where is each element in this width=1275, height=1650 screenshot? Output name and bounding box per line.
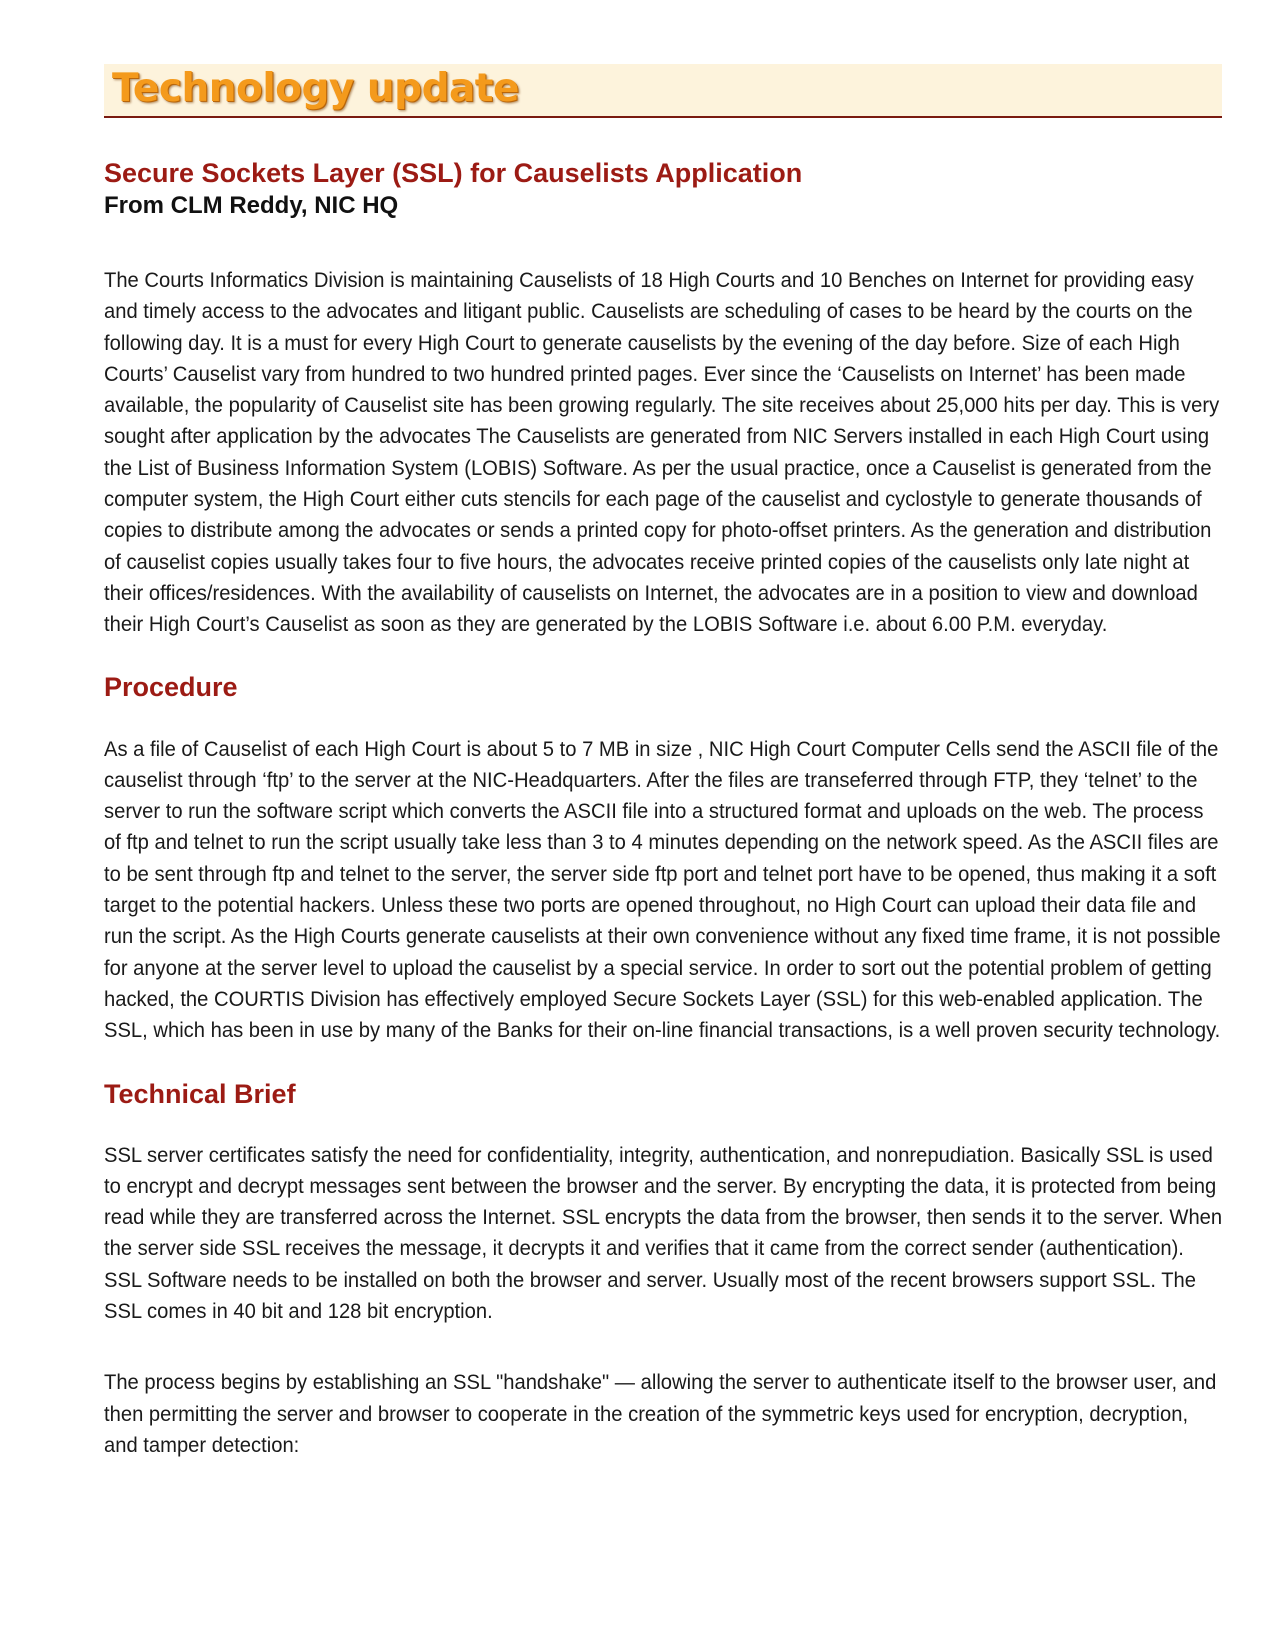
article-title: Secure Sockets Layer (SSL) for Causelists Application xyxy=(104,158,803,188)
section-heading-procedure: Procedure xyxy=(104,671,238,702)
technical-brief-paragraph: SSL server certificates satisfy the need for confidentiality, integrity, authentication, and nonrepudiation. Basically SSL is used to encrypt and decrypt messages sent between the browser and the server. By encrypting the data, it is protected from being read while they are transferred across the Internet. SSL encrypts the data from the browser, then sends it to the server. When the server side SSL receives the message, it decrypts it and verifies that it came from the correct sender (authentication). SSL Software needs to be installed on both the browser and server. Usually most of the recent browsers support SSL. The SSL comes in 40 bit and 128 bit encryption. xyxy=(104,1141,1223,1324)
procedure-paragraph: As a file of Causelist of each High Court is about 5 to 7 MB in size , NIC High Court Computer Cells send the ASCII file of the causelist through ‘ftp’ to the server at the NIC-Headquarters. After the files are transeferred through FTP, they ‘telnet’ to the server to run the software script which converts the ASCII file into a structured format and uploads on the web. The process of ftp and telnet to run the script usually take less than 3 to 4 minutes depending on the network speed. As the ASCII files are to be sent through ftp and telnet to the server, the server side ftp port and telnet port have to be opened, thus making it a soft target to the potential hackers. Unless these two ports are opened throughout, no High Court can upload their data file and run the script. As the High Courts generate causelists at their own convenience without any fixed time frame, it is not possible for anyone at the server level to upload the causelist by a special service. In order to sort out the potential problem of getting hacked, the COURTIS Division has effectively employed Secure Sockets Layer (SSL) for this web-enabled application. The SSL, which has been in use by many of the Banks for their on-line financial transactions, is a well proven security technology. xyxy=(104,735,1221,1043)
section-banner xyxy=(104,64,1222,118)
handshake-paragraph: The process begins by establishing an SSL "handshake" — allowing the server to authenticate itself to the browser user, and then permitting the server and browser to cooperate in the creation of the symmetric keys used for encryption, decryption, and tamper detection: xyxy=(104,1369,1217,1457)
intro-paragraph: The Courts Informatics Division is maintaining Causelists of 18 High Courts and 10 Benches on Internet for providing easy and timely access to the advocates and litigant public. Causelists are scheduling of cases to be heard by the courts on the following day. It is a must for every High Court to generate causelists by the evening of the day before. Size of each High Courts’ Causelist vary from hundred to two hundred printed pages. Ever since the ‘Causelists on Internet’ has been made available, the popularity of Causelist site has been growing regularly. The site receives about 25,000 hits per day. This is very sought after application by the advocates The Causelists are generated from NIC Servers installed in each High Court using the List of Business Information System (LOBIS) Software. As per the usual practice, once a Causelist is generated from the computer system, the High Court either cuts stencils for each page of the causelist and cyclostyle to generate thousands of copies to distribute among the advocates or sends a printed copy for photo-offset printers. As the generation and distribution of causelist copies usually takes four to five hours, the advocates receive printed copies of the causelists only late night at their offices/residences. With the availability of causelists on Internet, the advocates are in a position to view and download their High Court’s Causelist as soon as they are generated by the LOBIS Software i.e. about 6.00 P.M. everyday. xyxy=(104,267,1220,637)
section-heading-technical-brief: Technical Brief xyxy=(104,1078,296,1109)
article-byline: From CLM Reddy, NIC HQ xyxy=(104,192,399,219)
banner-title: Technology update xyxy=(112,66,519,111)
article xyxy=(104,156,1224,1460)
